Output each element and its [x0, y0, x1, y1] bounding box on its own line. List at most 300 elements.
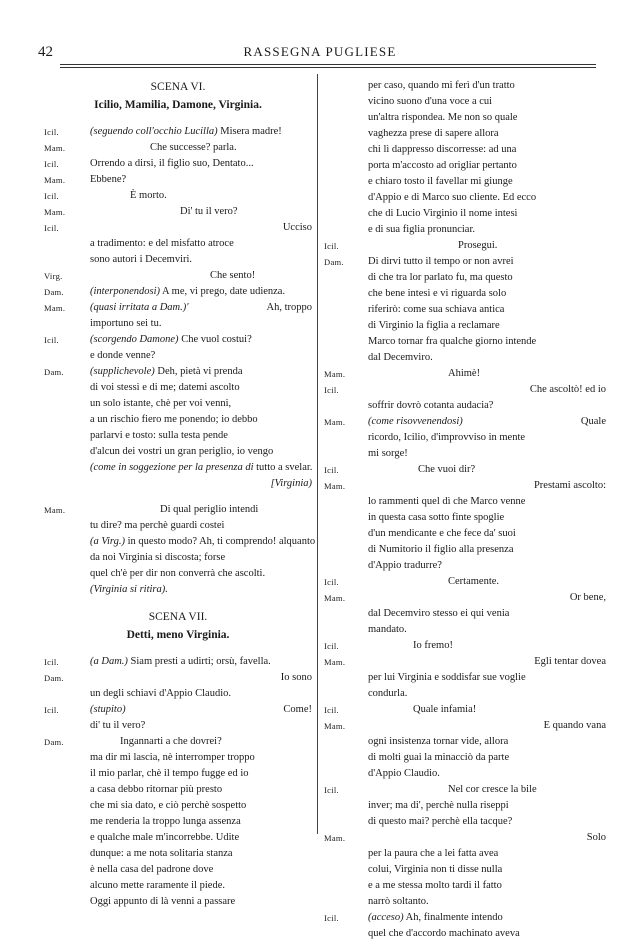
verse-words: a tradimento: e del misfatto atroce [90, 238, 234, 249]
verse-text [368, 878, 502, 894]
speaker-label: Icil. [44, 657, 59, 667]
verse-text [368, 766, 440, 782]
speaker-label: Mam. [44, 303, 66, 313]
verse-words: Ebbene? [90, 174, 127, 185]
verse-words: Egli tentar dovea [534, 656, 606, 667]
verse-words: Prosegui. [458, 240, 498, 251]
scene-characters: Detti, meno Virginia. [126, 629, 230, 641]
verse-text [90, 124, 282, 140]
stage-direction: (stupito) [90, 704, 126, 715]
verse-text [130, 188, 167, 204]
verse-words: e donde venne? [90, 350, 156, 361]
verse-text [368, 926, 520, 942]
speaker-label: Icil. [324, 641, 339, 651]
verse-text [368, 542, 514, 558]
verse-line [324, 782, 606, 798]
speaker-label: Icil. [324, 577, 339, 587]
verse-text [368, 302, 504, 318]
verse-line [324, 270, 606, 286]
verse-words: in questa casa sotto finte spoglie [368, 512, 505, 523]
verse-words: parlarvi e tosto: sulla testa pende [90, 430, 228, 441]
verse-line [44, 518, 312, 534]
verse-text [368, 94, 492, 110]
verse-line [324, 702, 606, 718]
verse-text [534, 654, 606, 670]
verse-line [324, 110, 606, 126]
verse-words: Che ascoltò! ed io [529, 384, 606, 395]
scene-heading: SCENA VI. [150, 81, 206, 93]
verse-words: Io sono [280, 672, 312, 683]
verse-words: a un rischio fiero me ponendo; io debbo [90, 414, 258, 425]
verse-words: un degli schiavi d'Appio Claudio. [90, 688, 232, 699]
speaker-label: Mam. [44, 143, 66, 153]
verse-text [90, 332, 252, 348]
verse-line [44, 670, 312, 686]
verse-text [90, 534, 315, 550]
speaker-label: Icil. [324, 913, 339, 923]
verse-line [44, 502, 312, 518]
verse-words: Io fremo! [413, 640, 453, 651]
verse-text [368, 110, 517, 126]
verse-words: Ucciso [282, 222, 312, 233]
verse-line [324, 766, 606, 782]
verse-text [90, 830, 239, 846]
verse-line [324, 718, 606, 734]
verse-words: e a me stessa molto tardi il fatto [368, 880, 502, 891]
verse-words: per la paura che a lei fatta avea [368, 848, 499, 859]
verse-line [44, 894, 312, 910]
verse-line [324, 798, 606, 814]
verse-words: chi lì dappresso discorresse: ad una [368, 144, 517, 155]
verse-line [324, 558, 606, 574]
verse-words: che di Lucio Virginio il nome intesi [368, 208, 518, 219]
verse-words: ogni insistenza tornar vide, allora [368, 736, 509, 747]
speaker-label: Mam. [44, 505, 66, 515]
verse-line [324, 366, 606, 382]
scene-heading: SCENA VII. [148, 611, 208, 623]
verse-line [44, 686, 312, 702]
verse-text [368, 622, 407, 638]
left-column [44, 78, 316, 910]
verse-words: di voi stessi e di me; datemi ascolto [90, 382, 240, 393]
speaker-label: Mam. [324, 657, 346, 667]
speaker-label: Mam. [324, 833, 346, 843]
speaker-label: Mam. [324, 593, 346, 603]
stage-direction: (supplichevole) [90, 366, 155, 377]
stage-direction: (scorgendo Damone) [90, 334, 179, 345]
verse-text [90, 782, 222, 798]
verse-words: mandato. [368, 624, 407, 635]
verse-text [368, 158, 517, 174]
verse-line [44, 846, 312, 862]
speaker-label: Mam. [324, 481, 346, 491]
verse-text [90, 172, 126, 188]
stage-direction: (Virginia si ritira). [90, 584, 168, 595]
verse-text [413, 702, 476, 718]
speaker-label: Icil. [324, 465, 339, 475]
verse-line [44, 534, 316, 550]
verse-line [324, 254, 606, 270]
speaker-label: Icil. [44, 705, 59, 715]
verse-line [324, 430, 606, 446]
verse-text [368, 222, 475, 238]
verse-line [324, 654, 606, 670]
verse-line [324, 494, 606, 510]
verse-line [44, 396, 312, 412]
verse-words: ma dir mi lascia, nè interromper troppo [90, 752, 255, 763]
verse-words: riferirò: come sua schiava antica [368, 304, 505, 315]
verse-words: ricordo, Icilio, d'improvviso in mente [368, 432, 526, 443]
verse-text [368, 734, 508, 750]
verse-words: d'Appio Claudio. [368, 768, 440, 779]
stage-direction: [Virginia) [270, 478, 312, 489]
verse-words: Ahimè! [448, 368, 481, 379]
verse-words: è nella casa del padrone dove [90, 864, 214, 875]
verse-text [90, 550, 225, 566]
verse-text [90, 894, 235, 910]
verse-line [324, 830, 606, 846]
verse-line [44, 566, 312, 582]
verse-words: Misera madre! [220, 126, 282, 137]
verse-text [90, 412, 258, 428]
verse-words: lo rammenti quel dì che Marco venne [368, 496, 526, 507]
verse-text [90, 702, 312, 718]
verse-text [368, 798, 509, 814]
verse-words: e qualche male m'incorrebbe. Udite [90, 832, 240, 843]
verse-line [324, 238, 606, 254]
verse-text [368, 350, 433, 366]
verse-text [90, 862, 213, 878]
verse-line [44, 476, 312, 492]
verse-text [90, 380, 240, 396]
verse-text [368, 910, 503, 926]
verse-line [44, 428, 312, 444]
verse-line [44, 204, 312, 220]
verse-words: d'Appio tradurre? [368, 560, 442, 571]
verse-text [368, 526, 516, 542]
verse-text [368, 846, 498, 862]
verse-line [324, 910, 606, 926]
verse-text-right: Quale [580, 416, 606, 427]
verse-line [44, 878, 312, 894]
verse-text [90, 718, 145, 734]
speaker-label: Mam. [324, 721, 346, 731]
verse-line [324, 574, 606, 590]
verse-line [324, 526, 606, 542]
running-title: RASSEGNA PUGLIESE [243, 44, 397, 59]
verse-text [368, 862, 502, 878]
verse-text [368, 510, 504, 526]
verse-words: tu dire? ma perchè guardi costei [90, 520, 225, 531]
verse-words: Deh, pietà vi prenda [157, 366, 243, 377]
verse-text [368, 750, 509, 766]
verse-line [324, 302, 606, 318]
verse-words: quel che d'accordo machinato aveva [368, 928, 520, 939]
speaker-label: Mam. [324, 417, 346, 427]
verse-line [324, 398, 606, 414]
stage-direction: (come in soggezione per la presenza di [90, 462, 254, 473]
stage-direction: (interponendosi) [90, 286, 160, 297]
verse-line [324, 334, 606, 350]
verse-text [368, 318, 500, 334]
verse-text [90, 236, 234, 252]
verse-line [44, 798, 312, 814]
verse-words: un solo istante, chè per voi venni, [90, 398, 232, 409]
verse-line [324, 126, 606, 142]
spacer [44, 492, 312, 502]
verse-words: a casa debbo ritornar più presto [90, 784, 223, 795]
verse-words: di che tra lor parlato fu, ma questo [368, 272, 513, 283]
verse-words: per caso, quando mi ferì d'un tratto [368, 80, 515, 91]
verse-text [368, 670, 526, 686]
verse-line [324, 814, 606, 830]
verse-words: Prestami ascolto: [533, 480, 606, 491]
verse-words: d'alcun dei vostri un gran periglio, io vengo [90, 446, 274, 457]
verse-text [368, 126, 499, 142]
verse-line [324, 926, 606, 942]
verse-words: mi sorge! [368, 448, 408, 459]
verse-words: Che successe? parla. [150, 142, 237, 153]
verse-words: dunque: a me nota solitaria stanza [90, 848, 233, 859]
verse-words: soffrir dovrò cotanta audacia? [368, 400, 494, 411]
spacer [44, 598, 312, 608]
stage-direction: (quasi irritata a Dam.)' [90, 302, 189, 313]
verse-text [544, 718, 606, 734]
verse-words: colui, Virginia non ti disse nulla [368, 864, 503, 875]
verse-text [90, 750, 255, 766]
verse-text [90, 316, 161, 332]
verse-line [44, 316, 312, 332]
verse-text [160, 502, 258, 518]
verse-line [324, 318, 606, 334]
verse-words: inver; ma di', perchè nulla riseppi [368, 800, 509, 811]
verse-text-right: Ah, troppo [266, 302, 312, 313]
verse-text [368, 334, 536, 350]
verse-text [90, 156, 254, 172]
verse-line [44, 172, 312, 188]
verse-words: di questo mai? perchè ella tacque? [368, 816, 513, 827]
verse-words: A me, vi prego, date udienza. [162, 286, 286, 297]
verse-line [324, 590, 606, 606]
verse-words: di' tu il vero? [90, 720, 146, 731]
verse-text [150, 140, 237, 156]
verse-words: tutto a svelar. [256, 462, 313, 473]
verse-line [324, 350, 606, 366]
verse-line [324, 862, 606, 878]
verse-text-right: Come! [283, 704, 312, 715]
verse-line [44, 364, 312, 380]
speaker-label: Dam. [44, 367, 64, 377]
verse-line [324, 222, 606, 238]
verse-words: Or bene, [569, 592, 606, 603]
verse-words: Di' tu il vero? [180, 206, 238, 217]
verse-line [324, 446, 606, 462]
verse-text [368, 686, 407, 702]
speaker-label: Icil. [44, 191, 59, 201]
speaker-label: Icil. [324, 241, 339, 251]
verse-line [324, 414, 606, 430]
verse-words: E quando vana [543, 720, 606, 731]
verse-line [44, 412, 312, 428]
verse-text [271, 476, 312, 492]
verse-text [90, 428, 228, 444]
verse-text [90, 252, 192, 268]
verse-text [418, 462, 475, 478]
verse-line [44, 814, 312, 830]
verse-words: che mi sia dato, e ciò perchè sospetto [90, 800, 247, 811]
verse-text [90, 284, 285, 300]
verse-words: di Numitorio il figlio alla presenza [368, 544, 514, 555]
verse-words: importuno sei tu. [90, 318, 162, 329]
verse-line [324, 94, 606, 110]
verse-text [368, 414, 606, 430]
verse-text [530, 382, 606, 398]
verse-words: Certamente. [448, 576, 500, 587]
speaker-label: Virg. [44, 271, 63, 281]
verse-text [570, 590, 606, 606]
stage-direction: (acceso) [368, 912, 404, 923]
verse-words: Nel cor cresce la bile [448, 784, 537, 795]
verse-line [324, 478, 606, 494]
verse-words: quel ch'è per dir non converrà che ascolti. [90, 568, 266, 579]
verse-words: d'Appio e di Marco suo cliente. Ed ecco [368, 192, 537, 203]
verse-words: dal Decemviro stesso ei qui venia [368, 608, 510, 619]
verse-words: Solo [586, 832, 606, 843]
verse-text [90, 814, 241, 830]
verse-words: alcuno mette raramente il piede. [90, 880, 225, 891]
verse-line [44, 124, 312, 140]
verse-line [324, 686, 606, 702]
verse-words: Che sento! [210, 270, 256, 281]
verse-line [44, 582, 312, 598]
verse-text [90, 444, 273, 460]
verse-line [44, 380, 312, 396]
spacer [44, 114, 312, 124]
verse-line [324, 638, 606, 654]
speaker-label: Dam. [324, 257, 344, 267]
verse-text [368, 174, 513, 190]
verse-text [283, 220, 312, 236]
verse-words: di molti guai la minacciò da parte [368, 752, 510, 763]
verse-text [120, 734, 222, 750]
verse-line [324, 846, 606, 862]
verse-line [44, 862, 312, 878]
verse-line [44, 332, 312, 348]
verse-text [368, 190, 536, 206]
verse-words: un'altra rispondea. Me non so quale [368, 112, 518, 123]
verse-line [44, 654, 312, 670]
verse-line [44, 220, 312, 236]
verse-line [324, 542, 606, 558]
verse-words: Che vuol costui? [181, 334, 252, 345]
verse-text [90, 518, 224, 534]
verse-line [324, 382, 606, 398]
verse-text [368, 286, 506, 302]
verse-line [324, 286, 606, 302]
verse-text [90, 686, 231, 702]
speaker-label: Mam. [44, 207, 66, 217]
verse-words: vicino suono d'una voce a cui [368, 96, 493, 107]
verse-line [44, 460, 312, 476]
speaker-label: Icil. [324, 385, 339, 395]
verse-words: me renderia la troppo lunga assenza [90, 816, 241, 827]
verse-words: che bene intesi e vi riguarda solo [368, 288, 507, 299]
verse-text [90, 654, 271, 670]
verse-text [368, 78, 515, 94]
verse-line [324, 878, 606, 894]
verse-words: condurla. [368, 688, 408, 699]
verse-text [90, 798, 246, 814]
stage-direction: (come risovvenendosi) [368, 416, 463, 427]
spacer [44, 644, 312, 654]
verse-words: Di dirvi tutto il tempo or non avrei [368, 256, 514, 267]
page-number: 42 [38, 44, 53, 60]
verse-line [44, 236, 312, 252]
verse-words: Siam presti a udirti; orsù, favella. [130, 656, 271, 667]
verse-words: e di sua figlia pronunciar. [368, 224, 476, 235]
verse-line [44, 252, 312, 268]
speaker-label: Icil. [44, 223, 59, 233]
verse-text [368, 398, 493, 414]
verse-text [281, 670, 312, 686]
verse-words: narrò soltanto. [368, 896, 429, 907]
verse-line [324, 894, 606, 910]
verse-text [368, 206, 517, 222]
verse-text [587, 830, 606, 846]
stage-direction: (a Dam.) [90, 656, 128, 667]
speaker-label: Mam. [324, 369, 346, 379]
verse-line [44, 782, 312, 798]
verse-text [448, 782, 537, 798]
verse-words: Ingannarti a che dovrei? [120, 736, 222, 747]
verse-words: Che vuoi dir? [418, 464, 476, 475]
verse-line [324, 606, 606, 622]
verse-line [44, 156, 312, 172]
verse-text [368, 270, 513, 286]
verse-words: per lui Virginia e soddisfar sue voglie [368, 672, 526, 683]
verse-text [180, 204, 238, 220]
speaker-label: Icil. [44, 127, 59, 137]
verse-text [368, 254, 514, 270]
verse-line [44, 830, 312, 846]
column-divider [317, 74, 318, 834]
verse-line [324, 174, 606, 190]
verse-words: Marco tornar fra qualche giorno intende [368, 336, 537, 347]
verse-words: d'un mendicante e che fece da' suoi [368, 528, 516, 539]
verse-line [324, 190, 606, 206]
verse-line [324, 78, 606, 94]
verse-text [90, 300, 312, 316]
verse-line [324, 510, 606, 526]
verse-words: di Virginio la figlia a reclamare [368, 320, 500, 331]
stage-direction: (seguendo coll'occhio Lucilla) [90, 126, 218, 137]
verse-text [368, 894, 429, 910]
verse-line [44, 300, 312, 316]
verse-text [368, 558, 442, 574]
verse-line [44, 718, 312, 734]
verse-text [90, 582, 168, 598]
verse-line [44, 550, 312, 566]
header-rule [60, 64, 596, 65]
verse-line [324, 142, 606, 158]
verse-line [44, 348, 312, 364]
verse-text [448, 366, 480, 382]
speaker-label: Dam. [44, 287, 64, 297]
verse-line [44, 284, 312, 300]
verse-line [44, 734, 312, 750]
verse-text [368, 814, 512, 830]
verse-text [90, 566, 265, 582]
